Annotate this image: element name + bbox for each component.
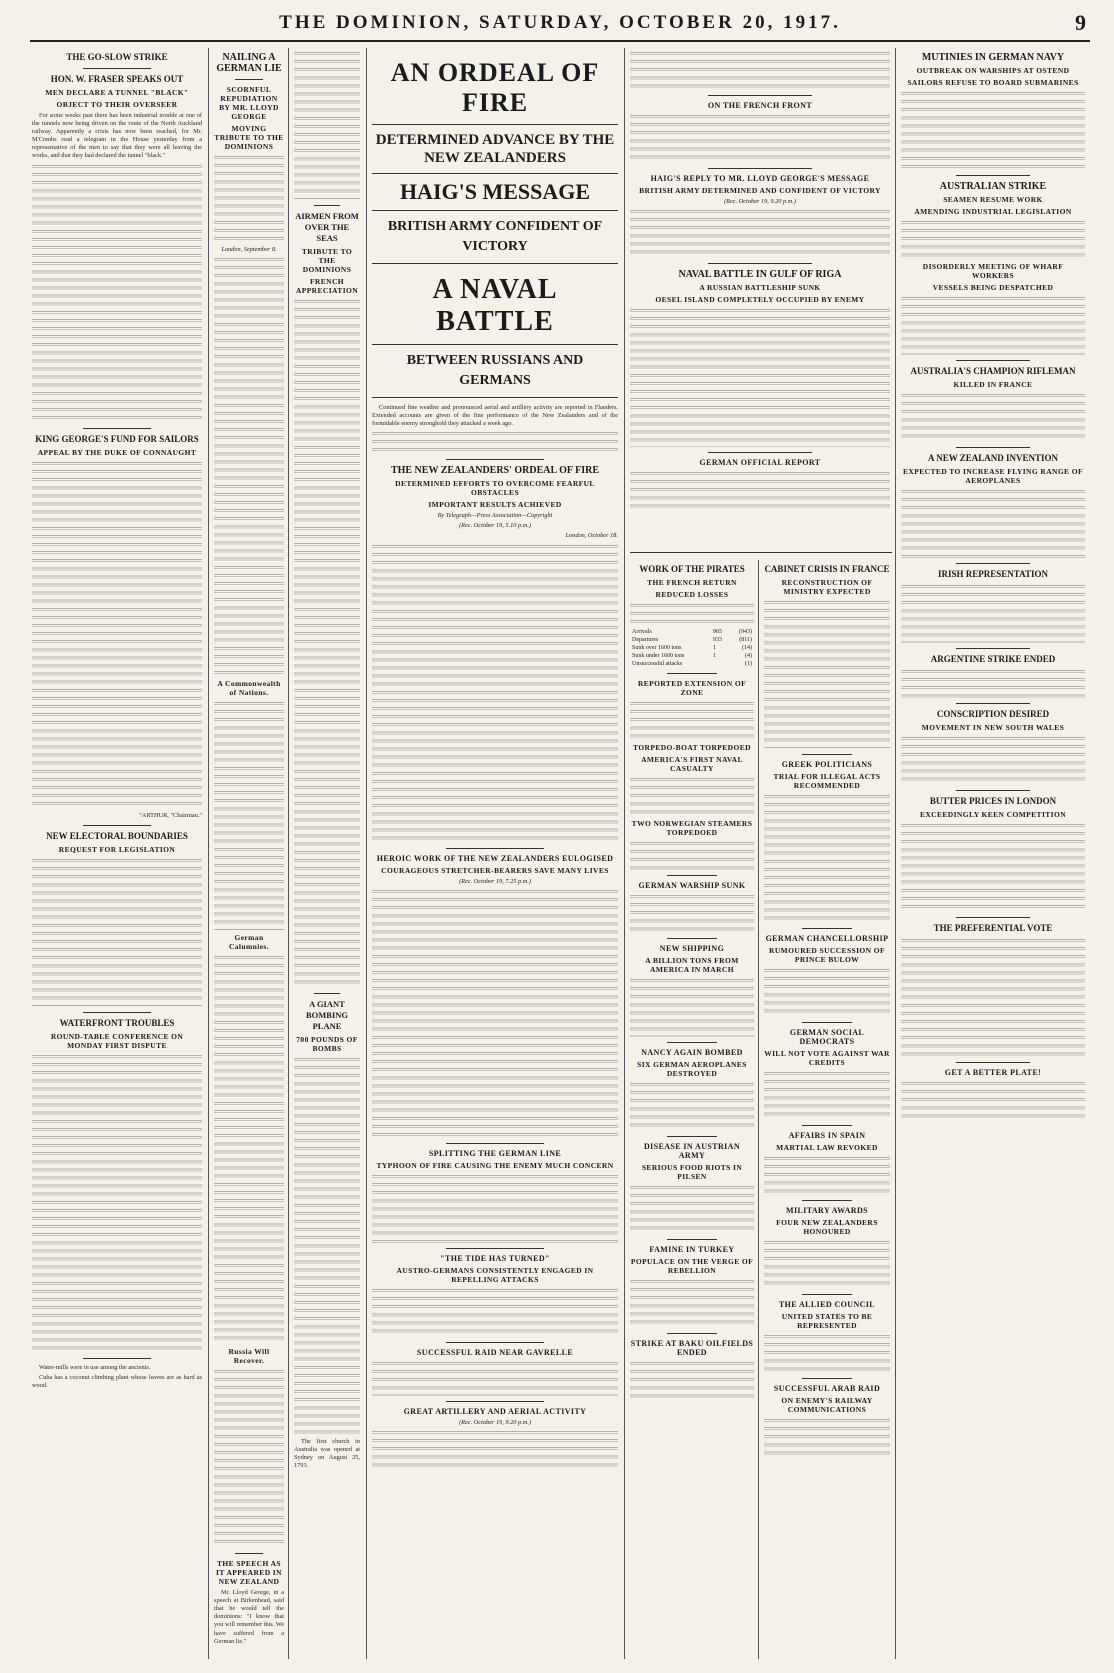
headline: GERMAN OFFICIAL REPORT	[699, 458, 821, 468]
subheadline: AMENDING INDUSTRIAL LEGISLATION	[914, 207, 1072, 216]
column-3	[294, 48, 360, 1661]
headline: THE ALLIED COUNCIL	[778, 1300, 876, 1309]
headline: GERMAN SOCIAL DEMOCRATS	[789, 1028, 865, 1046]
subheadline: DISORDERLY MEETING OF WHARF WORKERS	[922, 262, 1064, 280]
article-text-lines	[901, 488, 1085, 558]
article-text-lines	[32, 163, 202, 423]
column-lead	[372, 48, 618, 1661]
article-text-lines	[630, 700, 754, 740]
headline: TORPEDO-BOAT TORPEDOED	[633, 743, 751, 753]
masthead-title: THE DOMINION, SATURDAY, OCTOBER 20, 1917.	[279, 12, 841, 33]
subheadline: MOVEMENT IN NEW SOUTH WALES	[921, 723, 1065, 732]
article-text-lines	[630, 1081, 754, 1131]
column-rule	[624, 48, 625, 1659]
article-text-lines	[214, 154, 284, 244]
headline: GERMAN CHANCELLORSHIP	[765, 934, 889, 943]
subheadline: APPEAL BY THE DUKE OF CONNAUGHT	[37, 447, 197, 457]
article-text-lines	[901, 90, 1085, 170]
subheadline: AMERICA'S FIRST NAVAL CASUALTY	[641, 755, 743, 774]
section-heading: A Commonwealth of Nations.	[217, 679, 281, 698]
headline: GREEK POLITICIANS	[781, 760, 873, 769]
article-text-lines	[372, 1429, 618, 1469]
article-text-lines	[214, 256, 284, 676]
subheadline: MEN DECLARE A TUNNEL "BLACK"	[45, 88, 189, 97]
article-text-lines	[630, 776, 754, 816]
article-text-lines	[764, 1333, 890, 1373]
headline: THE NEW ZEALANDERS' ORDEAL OF FIRE	[390, 465, 600, 477]
article-text-lines	[764, 1155, 890, 1195]
article-text-lines	[630, 307, 890, 447]
headline: BRITISH ARMY CONFIDENT OF VICTORY	[387, 219, 603, 254]
article-text-lines	[32, 1053, 202, 1353]
byline: By Telegraph—Press Association—Copyright	[437, 512, 553, 520]
table-row: Unsuccessful attacks (1)	[632, 661, 752, 668]
subheadline: RUMOURED SUCCESSION OF PRINCE BULOW	[769, 946, 885, 964]
article-text-lines	[630, 470, 890, 510]
column-6	[901, 48, 1085, 1661]
headline: HAIG'S MESSAGE	[399, 179, 591, 204]
article-text-lines	[764, 967, 890, 1017]
subheadline: A RUSSIAN BATTLESHIP SUNK	[699, 283, 821, 293]
headline: NANCY AGAIN BOMBED	[641, 1048, 743, 1058]
article-text-lines	[901, 583, 1085, 643]
subheadline: SEAMEN RESUME WORK	[943, 195, 1043, 204]
article-text-lines	[901, 1080, 1085, 1120]
subheadline: ROUND-TABLE CONFERENCE ON MONDAY FIRST DISPUTE	[50, 1031, 184, 1050]
article-text-lines	[630, 1278, 754, 1328]
subheadline: AUSTRO-GERMANS CONSISTENTLY ENGAGED IN REPELLING ATTACKS	[396, 1265, 594, 1284]
column-5b	[764, 560, 890, 1661]
article-text-lines	[214, 700, 284, 930]
headline: THE PREFERENTIAL VOTE	[933, 923, 1053, 933]
article-text: Mr. Lloyd George, in a speech at Birkenhead, said that he would tell the dominions: "I know that you will remember this. We have suffered from a German lie."	[214, 1589, 284, 1645]
headline: "THE TIDE HAS TURNED"	[440, 1253, 550, 1263]
lead-headline: AN ORDEAL OF FIRE	[390, 58, 600, 117]
table-row: Sunk under 1600 tons 1 (4)	[632, 653, 752, 660]
subheadline: OBJECT TO THEIR OVERSEER	[56, 100, 178, 109]
article-text-lines	[630, 893, 754, 933]
subheadline: KILLED IN FRANCE	[953, 380, 1033, 389]
subheadline: TRIBUTE TO THE DOMINIONS	[301, 247, 353, 274]
headline: NEW SHIPPING	[659, 944, 725, 954]
subheadline: 700 POUNDS OF BOMBS	[296, 1035, 358, 1053]
headline: GET A BETTER PLATE!	[944, 1068, 1042, 1077]
subheadline: RECONSTRUCTION OF MINISTRY EXPECTED	[781, 578, 873, 596]
dateline: (Rec. October 19, 9.20 p.m.)	[724, 198, 796, 205]
headline: TWO NORWEGIAN STEAMERS TORPEDOED	[631, 819, 753, 838]
article-text-lines	[630, 602, 754, 626]
article-text-lines	[901, 668, 1085, 698]
signature: "ARTHUR, "Chairman."	[139, 811, 202, 819]
article-text-lines	[630, 113, 890, 163]
subheadline: UNITED STATES TO BE REPRESENTED	[781, 1312, 873, 1330]
dateline: (Rec. October 19, 9.20 p.m.)	[459, 1418, 531, 1426]
headline: DISEASE IN AUSTRIAN ARMY	[643, 1142, 741, 1161]
column-1	[32, 48, 202, 1661]
subheadline: POPULACE ON THE VERGE OF REBELLION	[630, 1257, 754, 1276]
headline: NAVAL BATTLE IN GULF OF RIGA	[678, 269, 842, 281]
article-text-lines	[901, 937, 1085, 1057]
table-row: Arrivals 965 (943)	[632, 629, 752, 635]
article-text-lines	[294, 50, 360, 200]
headline: GREAT ARTILLERY AND AERIAL ACTIVITY	[403, 1406, 587, 1416]
headline: NEW ELECTORAL BOUNDARIES	[46, 830, 188, 841]
section-heading: German Calumnies.	[228, 933, 270, 952]
subheadline: IMPORTANT RESULTS ACHIEVED	[428, 500, 562, 510]
headline: A NAVAL BATTLE	[432, 274, 558, 337]
headline: ON THE FRENCH FRONT	[707, 101, 813, 110]
article-text-lines	[630, 1360, 754, 1400]
subheadline: OUTBREAK ON WARSHIPS AT OSTEND	[916, 66, 1070, 75]
column-rule	[366, 48, 367, 1659]
headline: AFFAIRS IN SPAIN	[788, 1131, 866, 1140]
headline: MUTINIES IN GERMAN NAVY	[921, 52, 1065, 63]
article-text-lines	[901, 219, 1085, 259]
subheadline: TRIAL FOR ILLEGAL ACTS RECOMMENDED	[773, 772, 881, 790]
article-text-lines	[764, 1070, 890, 1120]
article-text-lines	[901, 392, 1085, 442]
headline: A GIANT BOMBING PLANE	[305, 999, 349, 1031]
headline: WORK OF THE PIRATES	[639, 564, 745, 574]
headline: AUSTRALIA'S CHAMPION RIFLEMAN	[910, 366, 1076, 376]
headline: BETWEEN RUSSIANS AND GERMANS	[406, 353, 584, 388]
headline: HAIG'S REPLY TO MR. LLOYD GEORGE'S MESSAGE	[650, 174, 870, 183]
headline: A NEW ZEALAND INVENTION	[927, 453, 1059, 463]
headline: IRISH REPRESENTATION	[938, 569, 1048, 579]
headline: SUCCESSFUL ARAB RAID	[773, 1384, 881, 1393]
table-row: Sunk over 1600 tons 1 (14)	[632, 645, 752, 652]
headline: HON. W. FRASER SPEAKS OUT	[50, 74, 184, 84]
subheadline: REDUCED LOSSES	[655, 590, 729, 599]
article-text-lines	[372, 1287, 618, 1337]
subheadline: OESEL ISLAND COMPLETELY OCCUPIED BY ENEMY	[655, 295, 865, 305]
column-rule	[758, 560, 759, 1659]
headline: MILITARY AWARDS	[786, 1206, 868, 1215]
subheadline: REQUEST FOR LEGISLATION	[58, 844, 176, 854]
headline: SPLITTING THE GERMAN LINE	[428, 1148, 562, 1158]
article-text-lines	[372, 888, 618, 1138]
article-text-lines	[630, 50, 890, 90]
subheadline: THE SPEECH AS IT APPEARED IN NEW ZEALAND	[216, 1559, 282, 1587]
headline: STRIKE AT BAKU OILFIELDS ENDED	[630, 1339, 754, 1358]
section-heading: Russia Will Recover.	[228, 1347, 270, 1366]
article-text-lines	[764, 793, 890, 923]
article-text-lines	[214, 1368, 284, 1548]
headline: CABINET CRISIS IN FRANCE	[764, 564, 890, 574]
dateline: (Rec. October 19, 5.10 p.m.)	[459, 522, 531, 530]
page-number: 9	[1075, 10, 1086, 35]
article-text-lines	[32, 460, 202, 810]
shipping-table	[630, 628, 754, 668]
subheadline: VESSELS BEING DESPATCHED	[932, 283, 1054, 292]
filler-text: Cuba has a coconut climbing plant whose leaves are as hard as wood.	[32, 1373, 202, 1389]
column-rule	[208, 48, 209, 1659]
filler-text: Water-mills were in use among the ancients.	[39, 1363, 151, 1371]
headline: WATERFRONT TROUBLES	[59, 1017, 175, 1028]
headline: THE GO-SLOW STRIKE	[66, 52, 168, 62]
subheadline: WILL NOT VOTE AGAINST WAR CREDITS	[764, 1049, 890, 1067]
headline: CONSCRIPTION DESIRED	[936, 709, 1050, 719]
masthead	[30, 8, 1090, 42]
section-divider	[630, 552, 892, 553]
article-text-lines	[630, 1184, 754, 1234]
column-2	[214, 48, 284, 1661]
article-text-lines	[901, 822, 1085, 912]
article-text-lines	[764, 1417, 890, 1457]
lead-intro: Continued fine weather and pronounced aerial and artillery activity are reported in Flanders. Extended accounts are given of the fine performance of the New Zealanders and of the formidable enemy stronghold they attacked a week ago.	[372, 404, 618, 428]
article-text-lines	[372, 430, 618, 454]
dateline: London, September 8.	[221, 246, 277, 253]
article-text-lines	[630, 977, 754, 1037]
subheadline: DETERMINED EFFORTS TO OVERCOME FEARFUL OBSTACLES	[395, 479, 595, 498]
subheadline: MOVING TRIBUTE TO THE DOMINIONS	[214, 124, 284, 151]
article-text-lines	[901, 295, 1085, 355]
article-text: For some weeks past there has been industrial trouble at one of the tunnels now being driven on the route of the North Auckland railway. Apparently a crisis has now been reached, for Mr. M'Combs read a telegram in the House yesterday from a representative of the men to say that they were all leaving the works, and that they had declared the tunnel "black."	[32, 112, 202, 160]
subheadline: ON ENEMY'S RAILWAY COMMUNICATIONS	[781, 1396, 873, 1414]
article-text-lines	[372, 543, 618, 843]
article-text-lines	[630, 840, 754, 870]
headline: GERMAN WARSHIP SUNK	[638, 881, 746, 891]
subheadline: SERIOUS FOOD RIOTS IN PILSEN	[641, 1163, 743, 1182]
article-text-lines	[32, 857, 202, 1007]
column-rule	[895, 48, 896, 1659]
subheadline: BRITISH ARMY DETERMINED AND CONFIDENT OF VICTORY	[639, 186, 881, 195]
subheadline: FRENCH APPRECIATION	[295, 277, 359, 295]
subheadline: SCORNFUL REPUDIATION BY MR. LLOYD GEORGE	[219, 85, 279, 121]
headline: AIRMEN FROM OVER THE SEAS	[295, 211, 359, 243]
dateline: (Rec. October 19, 7.25 p.m.)	[459, 877, 531, 885]
headline: SUCCESSFUL RAID NEAR GAVRELLE	[416, 1347, 574, 1357]
article-text-lines	[764, 1239, 890, 1289]
subheadline: EXPECTED TO INCREASE FLYING RANGE OF AEROPLANES	[903, 467, 1083, 485]
lead-subheadline: DETERMINED ADVANCE BY THE NEW ZEALANDERS	[375, 132, 615, 166]
article-text-lines	[294, 1056, 360, 1436]
subheadline: TYPHOON OF FIRE CAUSING THE ENEMY MUCH CONCERN	[376, 1160, 614, 1170]
headline: ARGENTINE STRIKE ENDED	[930, 654, 1056, 664]
article-text-lines	[372, 1360, 618, 1396]
subheadline: THE FRENCH RETURN	[647, 578, 737, 587]
table-row: Departures 933 (811)	[632, 637, 752, 644]
article-text-lines	[764, 599, 890, 749]
subheadline: FOUR NEW ZEALANDERS HONOURED	[776, 1218, 878, 1236]
column-5a	[630, 560, 754, 1661]
filler-text: The first church in Australia was opened at Sydney on August 25, 1793.	[294, 1438, 360, 1470]
subheadline: COURAGEOUS STRETCHER-BEARERS SAVE MANY LIVES	[381, 865, 609, 875]
article-text-lines	[901, 735, 1085, 785]
headline: KING GEORGE'S FUND FOR SAILORS	[35, 433, 199, 444]
article-text-lines	[372, 1173, 618, 1243]
headline: BUTTER PRICES IN LONDON	[929, 796, 1057, 806]
headline: NAILING A GERMAN LIE	[216, 52, 282, 74]
subheadline: EXCEEDINGLY KEEN COMPETITION	[919, 810, 1067, 819]
article-text-lines	[214, 954, 284, 1344]
subheadline: MARTIAL LAW REVOKED	[776, 1143, 878, 1152]
dateline: London, October 18.	[565, 532, 618, 540]
column-5-top	[630, 48, 890, 548]
article-text-lines	[294, 298, 360, 988]
headline: REPORTED EXTENSION OF ZONE	[637, 679, 747, 698]
headline: AUSTRALIAN STRIKE	[939, 181, 1047, 192]
headline: FAMINE IN TURKEY	[649, 1245, 735, 1255]
article-text-lines	[630, 208, 890, 258]
column-rule	[288, 48, 289, 1659]
subheadline: SIX GERMAN AEROPLANES DESTROYED	[637, 1060, 747, 1079]
subheadline: SAILORS REFUSE TO BOARD SUBMARINES	[907, 78, 1079, 87]
headline: HEROIC WORK OF THE NEW ZEALANDERS EULOGISED	[376, 853, 614, 863]
subheadline: A BILLION TONS FROM AMERICA IN MARCH	[645, 956, 739, 975]
